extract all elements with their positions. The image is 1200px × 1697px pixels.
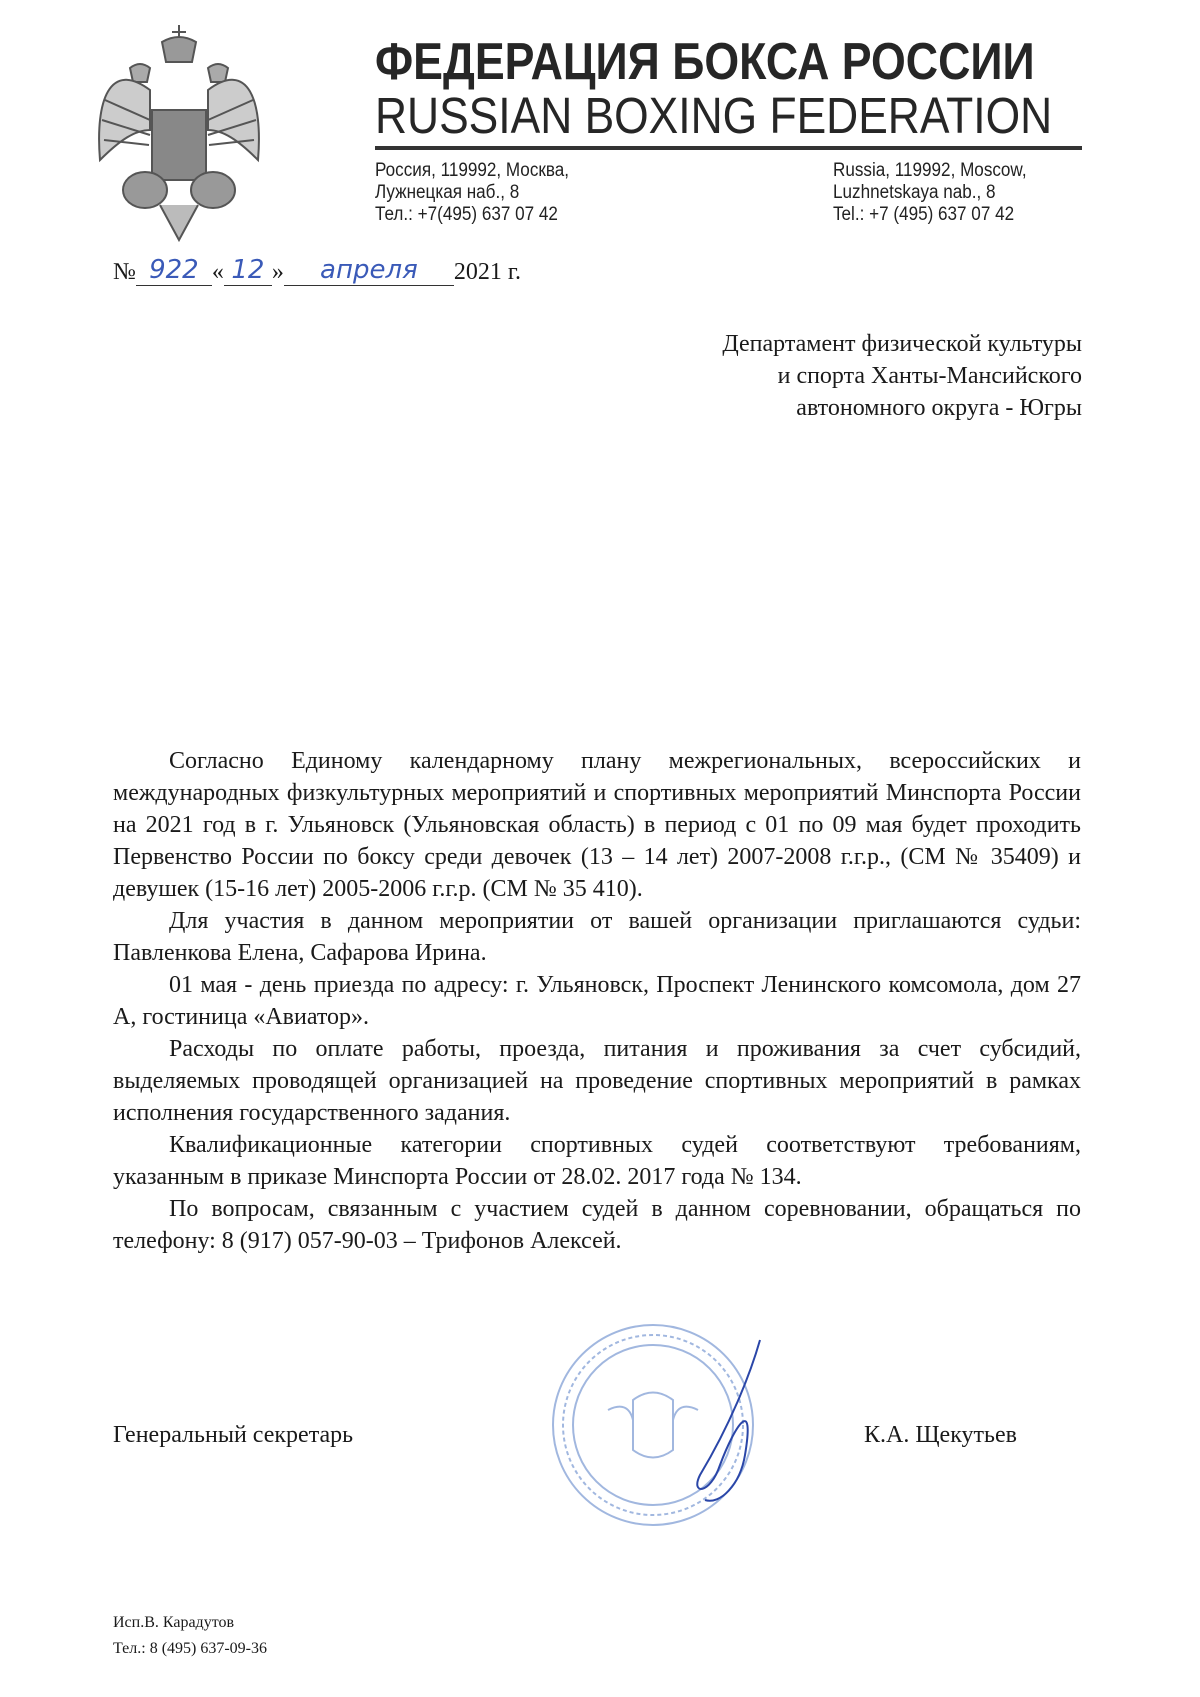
executor-name: Исп.В. Карадутов (113, 1614, 235, 1631)
close-quote: » (271, 259, 284, 285)
address-line: Tel.: +7 (495) 637 07 42 (833, 204, 1015, 225)
letter-year: 2021 г. (453, 259, 522, 285)
paragraph: Квалификационные категории спортивных судей соответствуют требованиям, указанным в приказе Минспорта России от 28.02. 2017 года № 134. (113, 1132, 1081, 1190)
address-ru (375, 160, 569, 226)
letterhead-title-en: RUSSIAN BOXING FEDERATION (375, 87, 1053, 144)
handwritten-signature (660, 1335, 780, 1510)
executor-phone: Тел.: 8 (495) 637-09-36 (113, 1640, 268, 1657)
address-line: Лужнецкая наб., 8 (375, 182, 520, 203)
letter-number: 922 (136, 255, 212, 286)
signatory-name: К.А. Щекутьев (864, 1422, 1017, 1448)
federation-emblem (90, 20, 268, 245)
letterhead-title-ru: ФЕДЕРАЦИЯ БОКСА РОССИИ (375, 33, 1035, 91)
address-line: Россия, 119992, Москва, (375, 160, 570, 181)
paragraph: Для участия в данном мероприятии от вашей организации приглашаются судьи: Павленкова Елена, Сафарова Ирина. (113, 908, 1081, 966)
addressee (722, 328, 1082, 424)
outgoing-number-date (113, 255, 521, 286)
addressee-line: Департамент физической культуры (722, 331, 1082, 357)
address-line: Тел.: +7(495) 637 07 42 (375, 204, 558, 225)
paragraph: Согласно Единому календарному плану межрегиональных, всероссийских и международных физкультурных мероприятий и спортивных мероприятий Минспорта России на 2021 год в г. Ульяновск (Ульяновская область) в период с 01 по 09 мая будет проходить Первенство России по боксу среди девочек (13 – 14 лет) 2007-2008 г.г.р., (СМ № 35409) и девушек (15-16 лет) 2005-2006 г.г.р. (СМ № 35 410). (113, 748, 1081, 902)
letterhead-divider (375, 146, 1082, 150)
number-sign: № (113, 259, 136, 285)
letter-day: 12 (224, 255, 272, 286)
executor-info (113, 1610, 267, 1662)
letter-month: апреля (284, 255, 454, 286)
signatory-position: Генеральный секретарь (113, 1422, 354, 1448)
address-en (833, 160, 1027, 226)
paragraph: Расходы по оплате работы, проезда, питания и проживания за счет субсидий, выделяемых проводящей организацией на проведение спортивных мероприятий в рамках исполнения государственного задания. (113, 1036, 1081, 1126)
addressee-line: автономного округа - Югры (796, 395, 1082, 421)
address-line: Luzhnetskaya nab., 8 (833, 182, 996, 203)
addressee-line: и спорта Ханты-Мансийского (777, 363, 1082, 389)
address-line: Russia, 119992, Moscow, (833, 160, 1027, 181)
open-quote: « (211, 259, 224, 285)
paragraph: 01 мая - день приезда по адресу: г. Ульяновск, Проспект Ленинского комсомола, дом 27 А, гостиница «Авиатор». (113, 972, 1081, 1030)
paragraph: По вопросам, связанным с участием судей в данном соревновании, обращаться по телефону: 8 (917) 057-90-03 – Трифонов Алексей. (113, 1196, 1081, 1254)
letter-body (113, 745, 1081, 1257)
